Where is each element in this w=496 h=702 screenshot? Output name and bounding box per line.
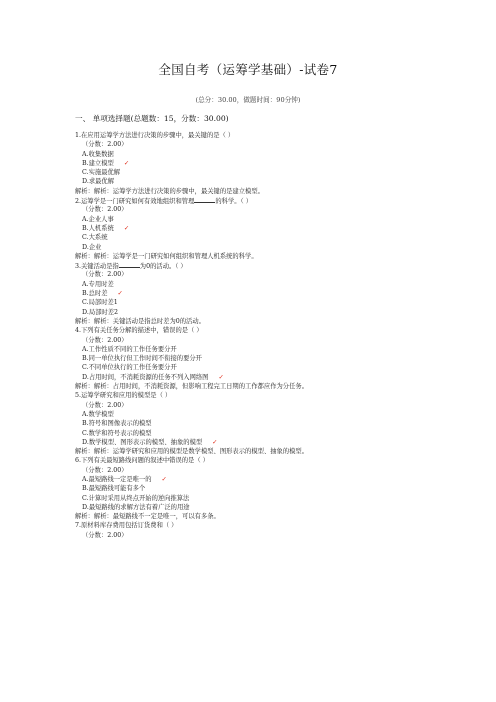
question-stem: 4.下列有关任务分解的描述中，错误的是（ ） [75,327,203,335]
question-stem: 1.在应用运筹学方法进行决策的步骤中，最关键的是（ ） [75,132,235,139]
question-stem: 2.运筹学是一门研究如何有效地组织和管理 的科学。（ ） [75,198,252,206]
option-b: B.人机系统 ✓ [82,223,130,232]
option-c: C.实施最优解 [82,169,121,177]
question-score: （分数：2.00） [82,141,128,149]
option-c: C.局部时差1 [82,299,118,307]
option-d: D.数学模型、图形表示的模型、抽象的模型 ✓ [82,437,218,446]
question-score: （分数：2.00） [82,401,128,409]
question-score: （分数：2.00） [82,466,128,474]
option-d: D.求最优解 [82,178,115,186]
question-stem: 7.原材料库存费用包括订货费和（ ） [75,522,178,530]
option-a: A.专用时差 [82,280,114,288]
question-score: （分数：2.00） [82,271,128,279]
option-c: C.数学和符号表示的模型 [82,429,152,437]
section-heading: 一、 单项选择题(总题数：15，分数：30.00) [75,114,229,123]
explanation: 解析：解析：运筹学是一门研究如何组织和管理人机系统的科学。 [75,252,258,260]
blank-line [119,261,140,268]
question-score: （分数：2.00） [82,531,128,539]
checkmark-icon: ✓ [117,289,123,298]
checkmark-icon: ✓ [161,474,167,483]
option-c: C.计算时采用从终点开始的逆向推算法 [82,494,190,502]
checkmark-icon: ✓ [123,223,130,232]
question-stem: 6.下列有关最短路线问题的叙述中错误的是（ ） [75,457,209,465]
option-d: D.企业 [82,243,102,251]
checkmark-icon: ✓ [123,158,130,167]
option-a: A.数学模型 [82,410,114,418]
checkmark-icon: ✓ [212,437,218,446]
option-a: A.收集数据 [82,150,114,158]
option-a: A.最短路线一定是唯一的 ✓ [82,474,167,483]
option-b: B.建立模型 ✓ [82,158,130,167]
explanation: 解析：解析：运筹学方法进行决策的步骤中，最关键的是建立模型。 [75,187,264,195]
blank-line [194,196,215,203]
question-list [75,131,435,540]
option-b: B.符号和图像表示的模型 [82,420,152,428]
explanation: 解析：解析：关键活动是指总时差为0的活动。 [75,317,205,325]
checkmark-icon: ✓ [218,372,224,381]
option-c: C.不同单位执行的工作任务要分开 [82,364,177,372]
option-c: C.大系统 [82,234,108,242]
option-b: B.总时差 ✓ [82,289,123,298]
explanation: 解析：解析：运筹学研究和应用的模型是数学模型、图形表示的模型、抽象的模型。 [75,448,308,456]
document-title: 全国自考（运筹学基础）-试卷7 [158,62,338,77]
explanation: 解析：解析：最短路线不一定是唯一，可以有多条。 [75,513,220,521]
option-d: D.局部时差2 [82,308,119,316]
option-b: B.最短路线可能有多个 [82,485,146,493]
question-score: （分数：2.00） [82,206,128,214]
option-a: A.工作性质不同的工作任务要分开 [82,345,177,353]
option-a: A.企业人事 [82,215,114,223]
document-subtitle: (总分：30.00，做题时间：90分钟) [195,96,301,104]
question-stem: 3.关键活动是指 为0的活动。（ ） [75,263,187,271]
option-d: D.最短路线的求解方法有着广泛的用途 [82,503,190,511]
question-stem: 5.运筹学研究和应用的模型是（ ） [75,392,172,400]
option-b: B.同一单位执行但工作时间不衔接的要分开 [82,355,202,363]
option-d: D.占用时间，不消耗资源的任务不列入网络图 ✓ [82,372,224,381]
question-score: （分数：2.00） [82,336,128,344]
explanation: 解析：解析：占用时间，不消耗资源，但影响工程完工日期的工作都应作为分任务。 [75,383,308,391]
